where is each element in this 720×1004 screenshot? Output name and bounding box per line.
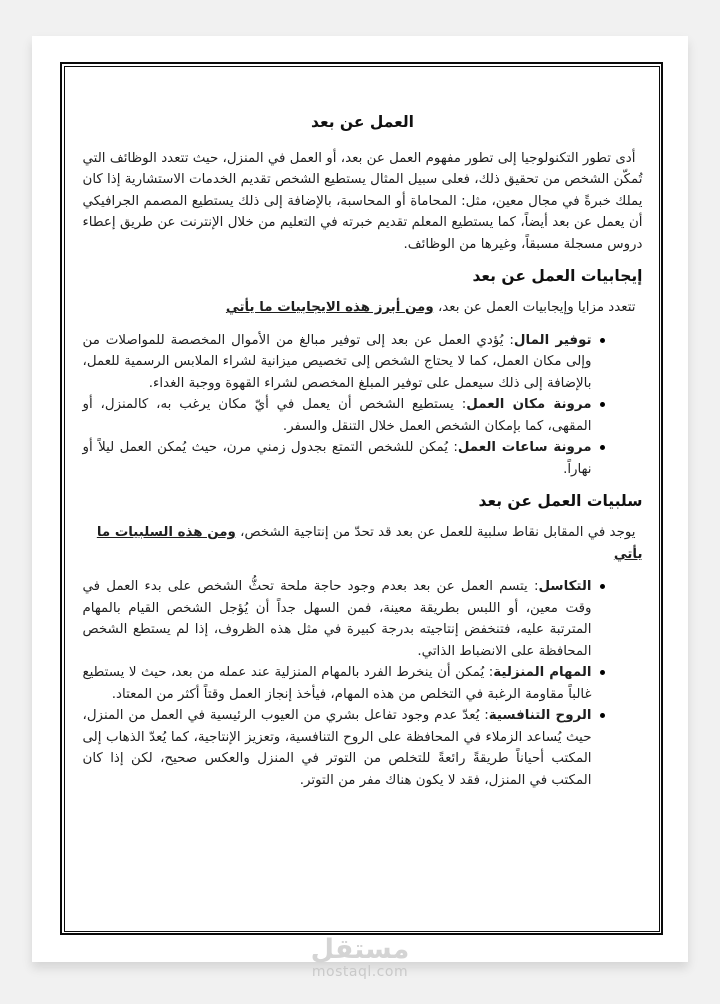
list-item-term: المهام المنزلية	[493, 665, 592, 680]
bullet-icon	[600, 584, 605, 589]
mostaql-logo-arabic: مستقل	[310, 934, 410, 965]
list-item-text: : يُمكن أن ينخرط الفرد بالمهام المنزلية عند عمله من بعد، حيث لا يستطيع غالباً مقاومة الرغبة في التخلص من هذه المهام، فيأخذ إنجاز العمل وقتاً أكثر من المعتاد.	[82, 665, 592, 702]
negatives-intro-text: يوجد في المقابل نقاط سلبية للعمل عن بعد قد تحدّ من إنتاجية الشخص،	[235, 525, 636, 540]
list-item-term: مرونة ساعات العمل	[457, 440, 592, 455]
list-item-term: التكاسل	[538, 579, 592, 594]
negatives-section-heading: سلبيات العمل عن بعد	[478, 492, 643, 510]
list-item-laziness	[83, 576, 592, 662]
positives-intro-text: تتعدد مزايا وإيجابيات العمل عن بعد،	[433, 300, 636, 315]
list-item-text: : يستطيع الشخص أن يعمل في أيّ مكان يرغب به، كالمنزل، أو المقهى، كما بإمكان الشخص العمل خلال التنقل والسفر.	[82, 397, 592, 434]
negatives-intro-emphasis: ومن هذه السلبيات ما يأتي	[96, 525, 643, 562]
negatives-list	[83, 576, 643, 791]
positives-section-heading: إيجابيات العمل عن بعد	[472, 267, 643, 285]
list-item-text: : يُعدّ عدم وجود تفاعل بشري من العيوب الرئيسية في العمل من المنزل، حيث يُساعد الزملاء في المحافظة على الروح التنافسية، وتعزيز الإنتاجية، كما يُعدّ الذهاب إلى المكتب أحياناً طريقةً رائعةً للتخلص من التوتر في المنزل والعكس صحيح، لكن إذا كان المكتب في المنزل، فقد لا يكون هناك مفر من التوتر.	[82, 708, 592, 788]
negatives-section-intro	[83, 522, 643, 565]
list-item-hours-flexibility	[83, 437, 592, 480]
list-item-workplace-flexibility	[83, 394, 592, 437]
bullet-icon	[600, 402, 605, 407]
decorative-page-border-inner	[64, 66, 660, 932]
document-content	[65, 67, 659, 931]
list-item-household-tasks	[83, 662, 592, 705]
mostaql-domain-text: mostaql.com	[311, 964, 409, 980]
list-item-saving-money	[83, 330, 592, 395]
bullet-icon	[600, 713, 605, 718]
list-item-term: الروح التنافسية	[488, 708, 592, 723]
list-item-text: : يُؤدي العمل عن بعد إلى توفير مبالغ من الأموال المخصصة للمواصلات من وإلى مكان العمل، كما لا يحتاج الشخص إلى تخصيص ميزانية لشراء الملابس الرسمية للعمل، بالإضافة إلى ذلك سيعمل على توفير المبلغ المخصص لشراء القهوة ووجبة الغداء.	[82, 332, 592, 391]
bullet-icon	[600, 670, 605, 675]
list-item-term: مرونة مكان العمل	[466, 397, 592, 412]
document-page	[32, 36, 688, 962]
bullet-icon	[600, 445, 605, 450]
list-item-text: : يُمكن للشخص التمتع بجدول زمني مرن، حيث يُمكن العمل ليلاً أو نهاراً.	[82, 440, 592, 477]
list-item-text: : يتسم العمل عن بعد بعدم وجود حاجة ملحة تحثُّ الشخص على بدء العمل في وقت معين، أو اللبس بطريقة معينة، فمن السهل جداً أن يُؤجل الشخص القيام بالمهام المترتبة عليه، فتنخفض إنتاجيته بدرجة كبيرة في مثل هذه الظروف، إذا لم يستطع الشخص المحافظة على الانضباط الذاتي.	[82, 579, 592, 659]
list-item-term: توفير المال	[513, 332, 592, 348]
intro-paragraph: أدى تطور التكنولوجيا إلى تطور مفهوم العمل عن بعد، أو العمل في المنزل، حيث تتعدد الوظائف التي تُمكّن الشخص من تحقيق ذلك، فعلى سبيل المثال يستطيع الشخص تقديم الخدمات الاستشارية إذا كان يملك خبرةً في مجال معين، مثل: المحاماة أو المحاسبة، بالإضافة إلى ذلك يستطيع المصمم الجرافيكي أن يعمل عن بعد أيضاً، كما يستطيع المعلم تقديم خبرته في التعليم من خلال الإنترنت عن طريق إعطاء دروس مسجلة مسبقاً، وغيرها من الوظائف.	[82, 150, 643, 252]
positives-list	[83, 330, 643, 481]
decorative-page-border	[60, 62, 663, 935]
bullet-icon	[600, 338, 605, 343]
positives-section-intro	[83, 297, 643, 319]
document-title: العمل عن بعد	[311, 112, 414, 131]
list-item-competitive-spirit	[83, 705, 592, 791]
positives-intro-emphasis: ومن أبرز هذه الايجابيات ما يأتي	[225, 300, 434, 315]
